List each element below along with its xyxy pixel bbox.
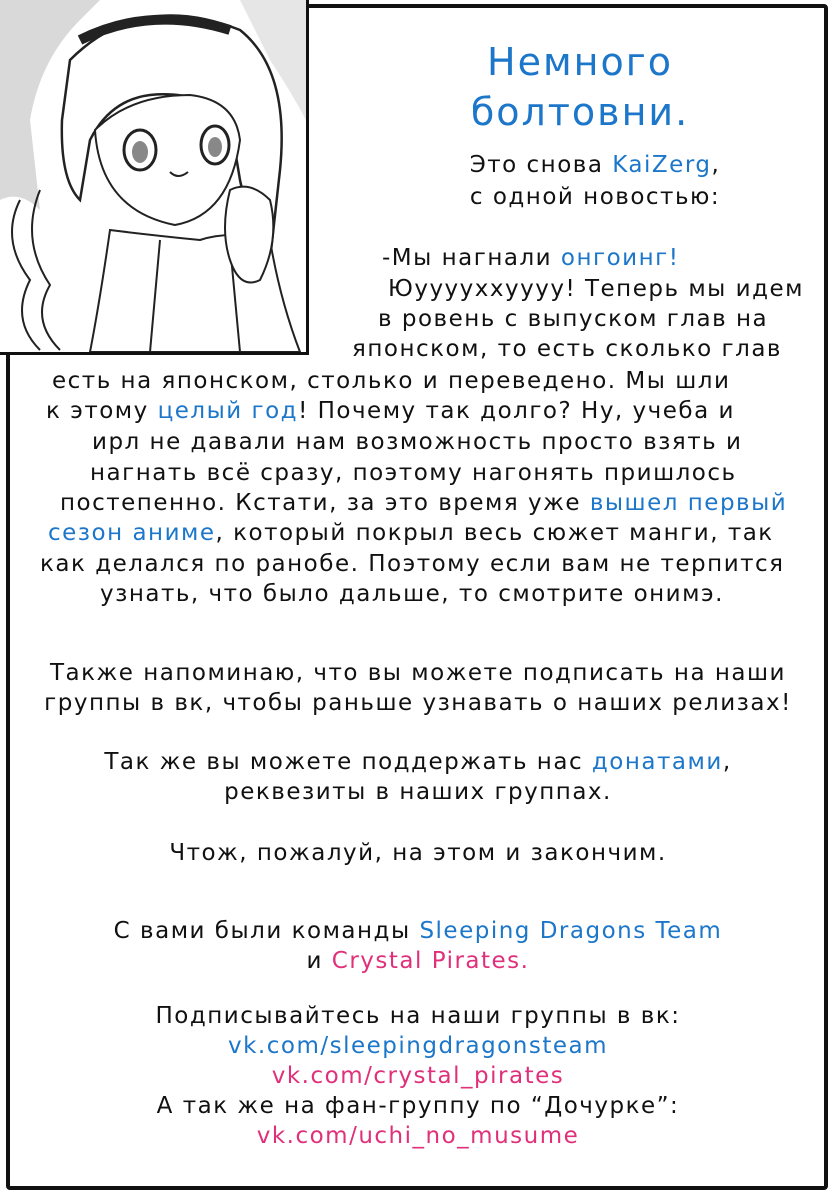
news-text: , который покрыл весь сюжет манги, так [215, 520, 774, 546]
news-line-11: как делался по ранобе. Поэтому если вам не терпится [40, 551, 785, 577]
sleeping-dragons-link[interactable]: vk.com/sleepingdragonsteam [227, 1033, 608, 1059]
intro-comma: , [711, 152, 721, 178]
teams-text: С вами были команды [113, 918, 420, 944]
heading-line-1: Немного [487, 40, 673, 84]
news-line-3: в ровень с выпуском глав на [378, 306, 769, 332]
reminder-line-1: Также напоминаю, что вы можете подписать на наши [50, 660, 786, 686]
news-line-5: есть на японском, столько и переведено. Мы шли [52, 368, 731, 394]
news-line-9 [60, 490, 787, 516]
news-line-4: японском, то есть сколько глав [352, 336, 782, 362]
teams-text: и [306, 948, 332, 974]
manga-girl-illustration [0, 0, 309, 355]
news-line-8: нагнать всё сразу, поэтому нагонять пришлось [90, 460, 737, 486]
news-text: к этому [46, 398, 158, 424]
first-season-highlight: вышел первый [589, 490, 788, 516]
uchi-no-musume-link[interactable]: vk.com/uchi_no_musume [256, 1123, 580, 1149]
news-line-1 [382, 245, 679, 271]
ongoing-highlight: онгоинг! [560, 245, 680, 271]
heading-line-2: болтовни. [470, 90, 690, 134]
intro-line-1 [400, 152, 790, 178]
teams-line-1 [20, 918, 816, 944]
news-line-6 [46, 398, 735, 424]
anime-season-highlight: сезон аниме [48, 520, 216, 546]
teams-line-2 [20, 948, 816, 974]
news-text: ! Почему так долго? Ну, учеба и [298, 398, 735, 424]
donate-text: Так же вы можете поддержать нас [104, 749, 592, 775]
author-name: KaiZerg [612, 152, 712, 178]
whole-year-highlight: целый год [157, 398, 299, 424]
teams-period: . [520, 948, 530, 974]
fan-group-line: А так же на фан-группу по “Дочурке”: [156, 1093, 680, 1119]
intro-text: Это снова [469, 152, 613, 178]
subscribe-line: Подписывайтесь на наши группы в вк: [155, 1003, 681, 1029]
reminder-line-2: группы в вк, чтобы раньше узнавать о наших релизах! [44, 690, 792, 716]
closing-line: Чтож, пожалуй, на этом и закончим. [169, 840, 667, 866]
news-text: постепенно. Кстати, за это время уже [60, 490, 590, 516]
donations-link[interactable]: донатами [591, 749, 723, 775]
sleeping-dragons-team-name: Sleeping Dragons Team [419, 918, 723, 944]
news-line-10 [48, 520, 774, 546]
crystal-pirates-link[interactable]: vk.com/crystal_pirates [271, 1063, 565, 1089]
donate-comma: , [722, 749, 732, 775]
donate-line-2: реквезиты в наших группах. [224, 779, 612, 805]
news-line-2: Юууууххуууу! Теперь мы идем [388, 276, 805, 302]
news-text: -Мы нагнали [382, 245, 561, 271]
news-line-12: узнать, что было дальше, то смотрите онимэ. [100, 581, 724, 607]
crystal-pirates-team-name: Crystal Pirates [331, 948, 521, 974]
intro-line-2: с одной новостью: [469, 184, 721, 210]
donate-line-1 [20, 749, 816, 775]
news-line-7: ирл не давали нам возможность просто взять и [92, 429, 743, 455]
manga-girl-drawing [0, 0, 306, 352]
